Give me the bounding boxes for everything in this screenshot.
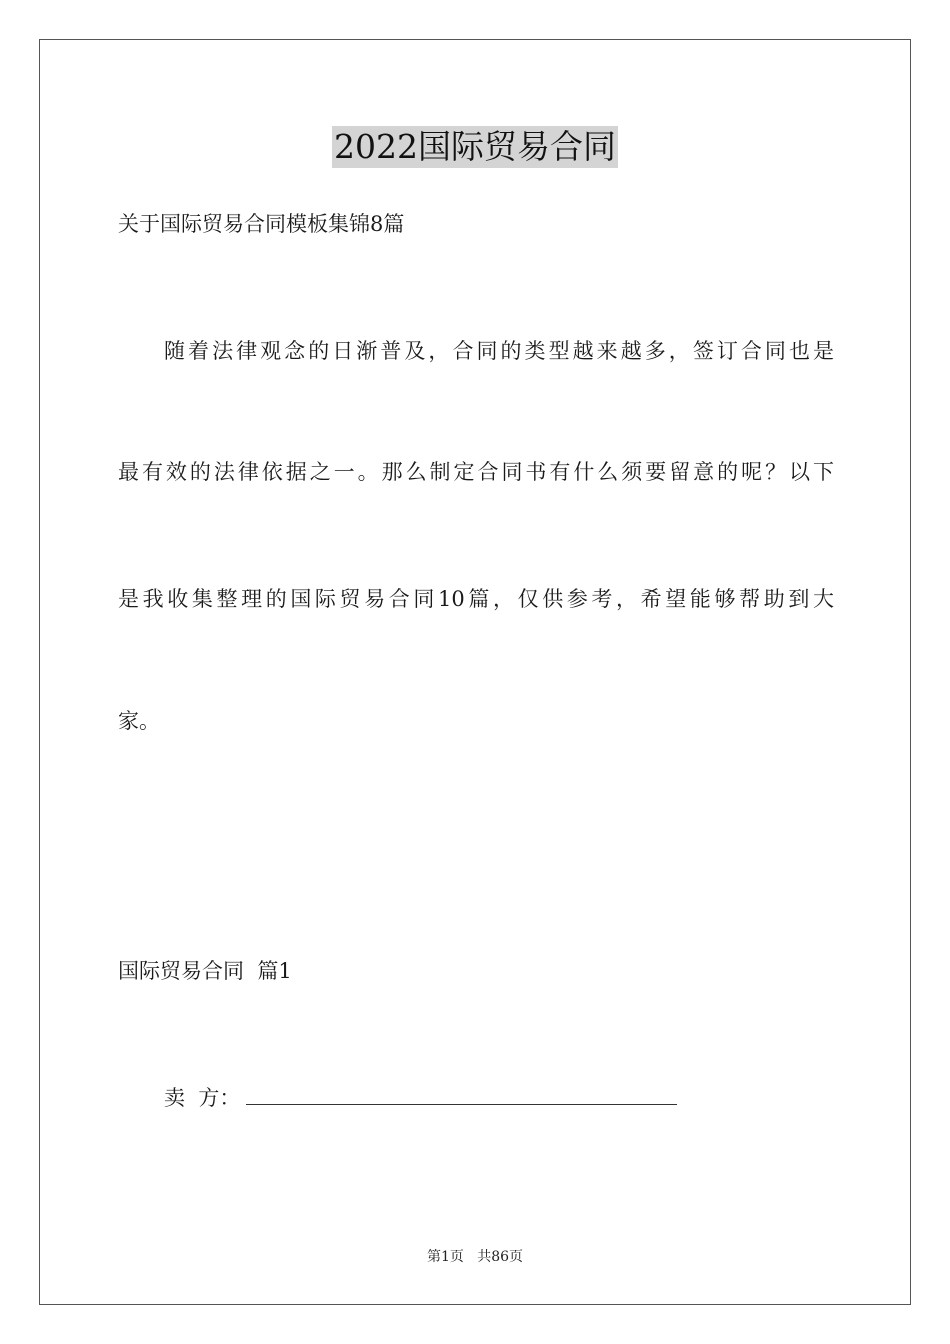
- title-container: [0, 126, 950, 168]
- intro-line-2: 最有效的法律依据之一。那么制定合同书有什么须要留意的呢？以下: [118, 460, 834, 484]
- intro-line-4: 家。: [118, 709, 160, 733]
- section-heading: 国际贸易合同 篇1: [118, 959, 292, 983]
- intro-line-1: 随着法律观念的日渐普及，合同的类型越来越多，签订合同也是: [164, 339, 834, 363]
- seller-field[interactable]: [246, 1104, 677, 1105]
- page-footer: 第1页 共86页: [426, 1249, 524, 1265]
- intro-line-3: 是我收集整理的国际贸易合同10篇，仅供参考，希望能够帮助到大: [118, 587, 834, 611]
- document-subtitle: 关于国际贸易合同模板集锦8篇: [118, 212, 405, 236]
- seller-label: 卖 方：: [164, 1086, 241, 1110]
- document-title: 2022国际贸易合同: [334, 127, 616, 166]
